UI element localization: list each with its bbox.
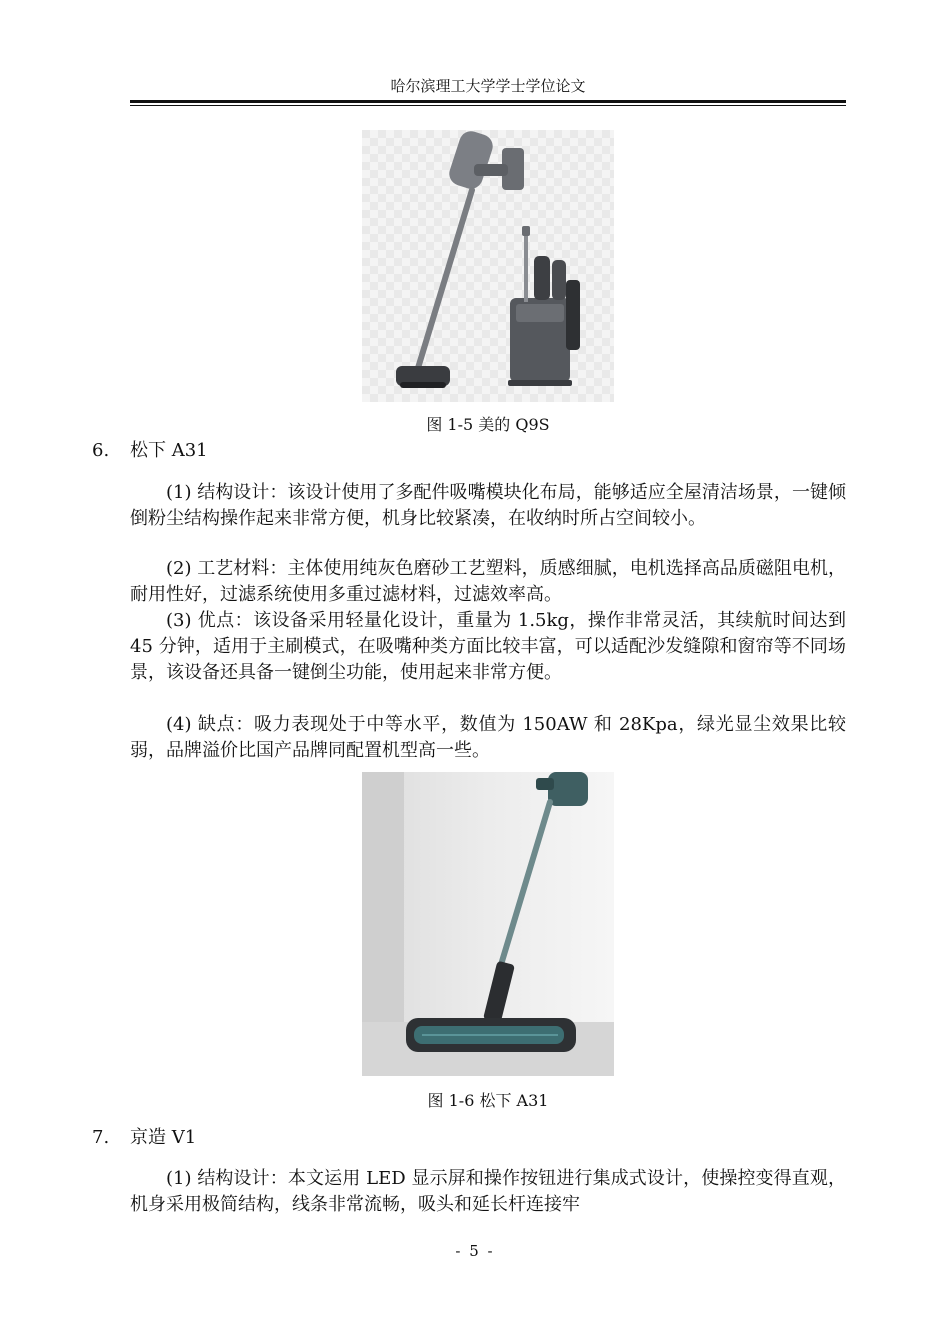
header-rule-thin bbox=[130, 105, 846, 106]
section-title: 松下 A31 bbox=[130, 440, 208, 461]
page-header: 哈尔滨理工大学学士学位论文 bbox=[390, 77, 586, 95]
section-title: 京造 V1 bbox=[130, 1127, 197, 1148]
paragraph: (3) 优点：该设备采用轻量化设计，重量为 1.5kg，操作非常灵活，其续航时间达到 45 分钟，适用于主刷模式，在吸嘴种类方面比较丰富，可以适配沙发缝隙和窗帘等不同场景，该设备还具备一键倒尘功能，使用起来非常方便。 bbox=[130, 610, 846, 683]
section-number: 7. bbox=[92, 1127, 110, 1148]
paragraph: (1) 结构设计：该设计使用了多配件吸嘴模块化布局，能够适应全屋清洁场景，一键倾倒粉尘结构操作起来非常方便，机身比较紧凑，在收纳时所占空间较小。 bbox=[130, 482, 846, 529]
paragraph: (4) 缺点：吸力表现处于中等水平，数值为 150AW 和 28Kpa，绿光显尘效果比较弱，品牌溢价比国产品牌同配置机型高一些。 bbox=[130, 714, 846, 761]
figure-1-6-image bbox=[362, 772, 614, 1076]
figure-1-6-caption: 图 1-6 松下 A31 bbox=[427, 1091, 549, 1110]
section-heading-7 bbox=[92, 1125, 196, 1151]
page-number: - 5 - bbox=[455, 1242, 495, 1260]
section-heading-6 bbox=[92, 438, 208, 464]
paragraph: (2) 工艺材料：主体使用纯灰色磨砂工艺塑料，质感细腻，电机选择高品质磁阻电机，耐用性好，过滤系统使用多重过滤材料，过滤效率高。 bbox=[130, 558, 846, 605]
section-number: 6. bbox=[92, 440, 110, 461]
header-rule-thick bbox=[130, 100, 846, 103]
paragraph: (1) 结构设计：本文运用 LED 显示屏和操作按钮进行集成式设计，使操控变得直观，机身采用极简结构，线条非常流畅，吸头和延长杆连接牢 bbox=[130, 1168, 846, 1215]
figure-1-5-image bbox=[362, 130, 614, 402]
figure-1-5-caption: 图 1-5 美的 Q9S bbox=[426, 415, 550, 434]
